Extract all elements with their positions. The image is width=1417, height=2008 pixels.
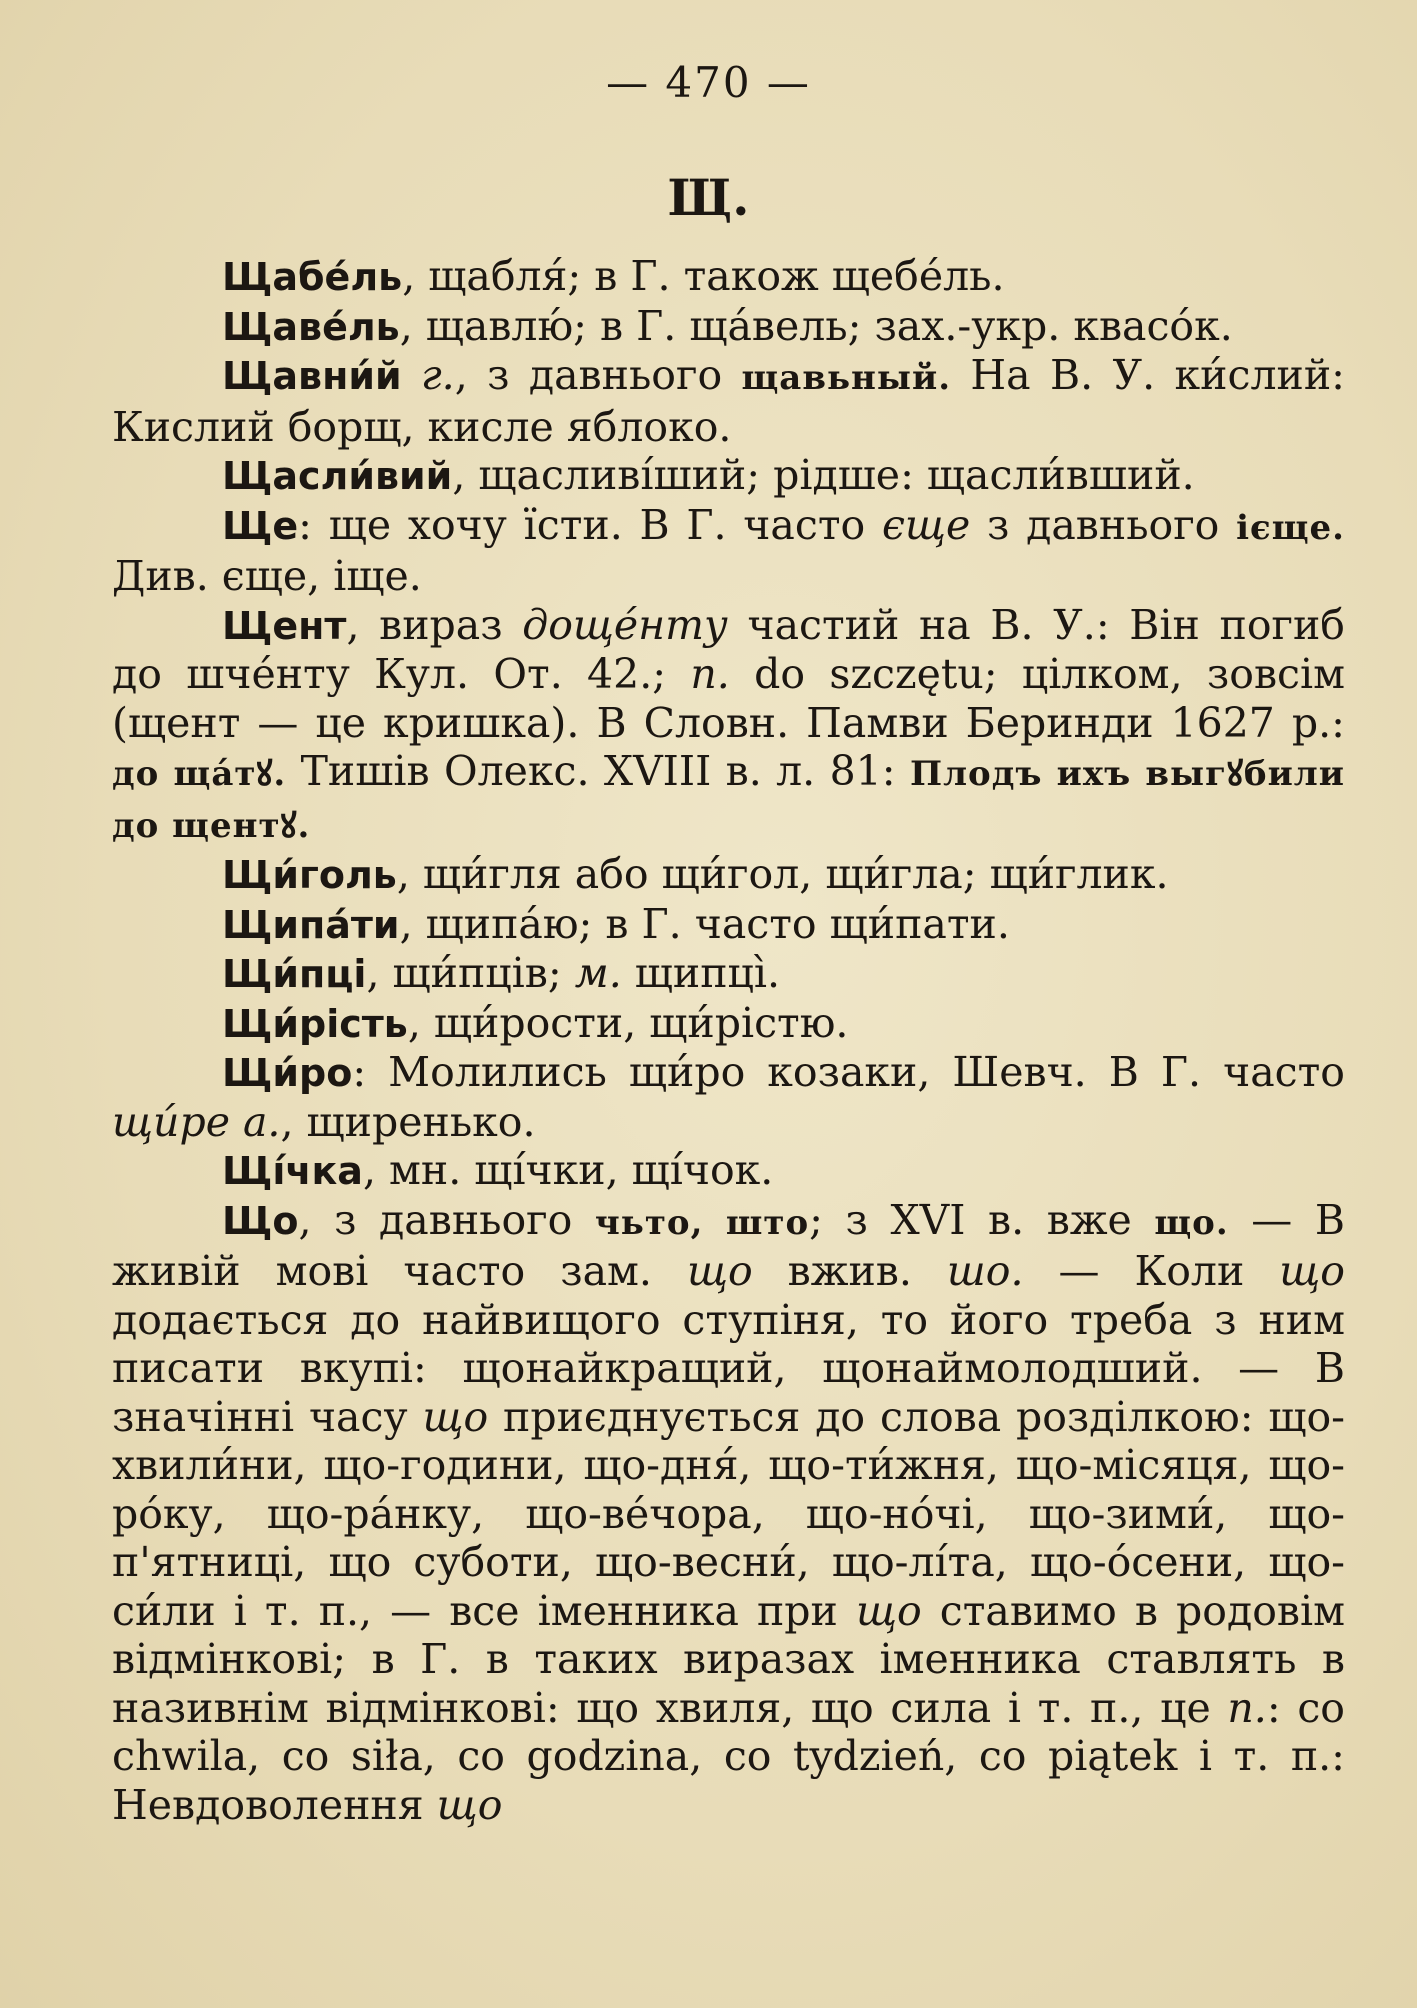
entry-text: , з давнього (454, 351, 742, 399)
entry-shchypaty (112, 900, 1345, 950)
entry-text: — Коли (1023, 1247, 1280, 1295)
old-script-word: чьто, што (594, 1202, 810, 1243)
entry-text: Див. єще, іще. (112, 552, 422, 600)
italic-word: шо. (946, 1247, 1024, 1295)
entry-shcho (112, 1196, 1345, 1830)
entry-text: : Молились щи́ро козаки, Шевч. В Г. часто (352, 1048, 1345, 1096)
entry-shchaslyvyi (112, 451, 1345, 501)
page-number: — 470 — (606, 58, 811, 107)
headword: Щасли́вий (222, 454, 453, 498)
dictionary-text (112, 252, 1345, 1829)
headword: Щи́голь (222, 853, 397, 897)
entry-text: — В живій мові часто зам. (112, 1195, 1345, 1295)
entry-text: do szczętu; цілком, зовсім (щент — це кришка). В Словн. Памви Беринди 1627 р.: (112, 650, 1346, 747)
entry-text: вжив. (752, 1247, 947, 1295)
old-script-word: ієще. (1236, 507, 1346, 548)
entry-text: На В. У. ки́слий: Кислий борщ, кисле яблоко. (112, 351, 1345, 451)
italic-word: що (436, 1780, 503, 1829)
entry-text: , мн. щі́чки, щі́чок. (362, 1146, 774, 1194)
headword: Щент (222, 603, 347, 648)
entry-text: ставимо в родовім відмінкові; в Г. в таких виразах іменника ставлять в називнім відмінкові: що хвиля, що сила і т. п., це (112, 1586, 1345, 1732)
italic-word: щи́ре а. (112, 1097, 281, 1146)
headword: Щавни́й (222, 354, 402, 398)
headword: Щи́пці (222, 952, 367, 996)
abbreviation: п. (1227, 1683, 1267, 1732)
entry-text: , щи́пців; (366, 949, 575, 997)
entry-text: , щасливі́ший; рідше: щасли́вший. (452, 451, 1195, 499)
headword: Щабе́ль (222, 255, 403, 299)
entry-text: , щавлю́; в Г. ща́вель; зах.-укр. квасо́к. (399, 301, 1233, 350)
headword: Щи́ро (222, 1051, 353, 1095)
italic-word: що (686, 1247, 753, 1295)
italic-word: що (1279, 1247, 1345, 1295)
entry-shche (112, 501, 1345, 601)
old-script-word: щавьный. (741, 358, 952, 398)
italic-word: що (855, 1586, 922, 1635)
entry-text: , щабля́; в Г. також щебе́ль. (402, 252, 1005, 300)
entry-text: ; з XVI в. вже (809, 1195, 1155, 1244)
entry-shchyptsi (112, 949, 1345, 999)
entry-text: , з давнього (298, 1195, 595, 1244)
entry-text: з давнього (970, 500, 1237, 549)
entry-shchyrist (112, 999, 1345, 1049)
entry-text: , щи́гля або щи́гол, щи́гла; щи́глик. (396, 850, 1169, 898)
old-script-word: що. (1154, 1202, 1229, 1243)
entry-text: , вираз (346, 600, 523, 649)
entry-shchavnyi (112, 351, 1345, 451)
entry-text: додається до найвищого ступіня, то його треба з ним писати вкупі: щонайкращий, щонаймолодший. — В значінні часу (112, 1295, 1345, 1441)
abbreviation: п. (690, 650, 730, 698)
headword: Щи́рість (222, 1001, 408, 1046)
headword: Щаве́ль (222, 304, 400, 349)
old-script-quote: Плодъ ихъ выгꙋбили до щентꙋ. (112, 754, 1345, 846)
entry-shchavel (112, 302, 1345, 352)
entry-text: щипці̀. (621, 949, 781, 997)
italic-word: доще́нту (522, 600, 728, 649)
entry-shchabel (112, 252, 1345, 302)
entry-text: частий на В. У.: Він погиб до шче́нту Кул. От. 42.; (112, 600, 1345, 698)
old-script-word: до ща́тꙋ. (112, 754, 287, 794)
entry-text: , щипа́ю; в Г. часто щи́пати. (399, 899, 1010, 948)
entry-shchyro (112, 1048, 1345, 1146)
entry-text: приєднується до слова розділкою: що-хвили́ни, що-години, що-дня́, що-ти́жня, що-місяця, що-ро́ку, що-ра́нку, що-ве́чора, що-но́чі, що-зими́, що-п'ятниці, що суботи, що-весни́, що-лі́та, що-о́сени, що-си́ли і т. п., — все іменника при (112, 1392, 1346, 1635)
section-letter: Щ. (667, 168, 750, 227)
entry-text: Тишів Олекс. XVIII в. л. 81: (286, 747, 910, 795)
headword: Ще (222, 503, 299, 548)
entry-shchyhol (112, 850, 1345, 900)
abbreviation: г. (420, 351, 455, 399)
headword: Щипа́ти (222, 902, 400, 947)
entry-text: : co chwila, co siła, co godzina, co tydzień, co piątek і т. п.: Невдоволення (112, 1683, 1345, 1829)
entry-shchichka (112, 1146, 1345, 1196)
italic-word: що (422, 1392, 489, 1441)
entry-text: , щиренько. (280, 1097, 536, 1146)
headword: Щі́чка (222, 1149, 363, 1193)
entry-text: , щи́рости, щи́рістю. (407, 998, 849, 1047)
headword: Що (222, 1198, 299, 1243)
abbreviation: м. (574, 949, 622, 997)
entry-shchent (112, 601, 1345, 851)
italic-word: єще (881, 500, 971, 549)
entry-text: : ще хочу їсти. В Г. часто (298, 500, 882, 549)
